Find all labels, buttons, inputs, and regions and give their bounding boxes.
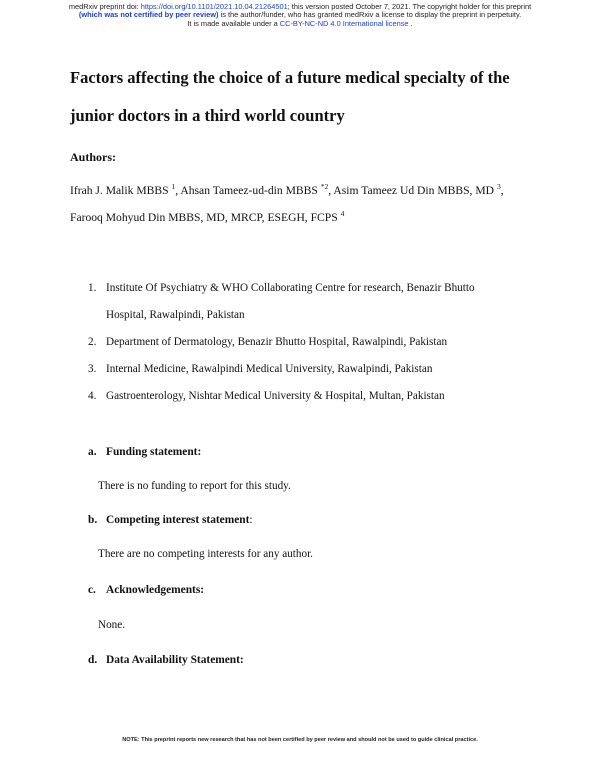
affiliation-number: 2.	[88, 336, 97, 348]
doi-link[interactable]: https://doi.org/10.1101/2021.10.04.21264501	[140, 2, 288, 11]
author-name: Asim Tameez Ud Din MBBS, MD	[333, 183, 497, 197]
peer-review-notice: (which was not certified by peer review)	[78, 10, 219, 20]
header-text: ; this version posted October 7, 2021. The copyright holder for this preprint	[287, 2, 532, 11]
author-separator: ,	[500, 183, 504, 197]
header-text: It is made available under a	[187, 18, 280, 28]
paper-title-line-1: Factors affecting the choice of a future medical specialty of the	[70, 68, 510, 87]
header-line-3	[0, 20, 600, 28]
affiliation-number: 3.	[88, 363, 97, 375]
section-body-funding: There is no funding to report for this study.	[98, 480, 291, 492]
affiliation-text: Gastroenterology, Nishtar Medical University & Hospital, Multan, Pakistan	[106, 390, 445, 402]
section-letter: b.	[88, 514, 98, 526]
author-separator: ,	[328, 183, 334, 197]
authors-heading: Authors:	[70, 150, 117, 164]
section-title: Data Availability Statement:	[106, 654, 244, 666]
author-superscript: 3	[496, 182, 501, 191]
section-letter: a.	[88, 446, 97, 458]
affiliation-continuation: Hospital, Rawalpindi, Pakistan	[106, 309, 245, 321]
affiliation-item	[88, 390, 445, 402]
author-superscript: *2	[320, 182, 329, 191]
author-name: Farooq Mohyud Din MBBS, MD, MRCP, ESEGH, FCPS	[70, 210, 341, 224]
section-letter: d.	[88, 654, 98, 666]
section-letter: c.	[88, 584, 96, 596]
section-title: Acknowledgements:	[106, 584, 205, 596]
author-name: Ifrah J. Malik MBBS	[70, 183, 172, 197]
header-text: medRxiv preprint doi:	[68, 2, 141, 11]
header-text: is the author/funder, who has granted medRxiv a license to display the preprint in perpetuity.	[218, 10, 522, 20]
section-heading-data-availability	[88, 654, 244, 666]
section-body-acknowledgements: None.	[98, 619, 126, 631]
section-heading-acknowledgements	[88, 584, 204, 596]
section-heading-competing-interest	[88, 514, 253, 526]
header-text: .	[408, 18, 413, 28]
section-body-competing-interest: There are no competing interests for any author.	[98, 548, 313, 560]
preprint-header	[0, 3, 600, 28]
author-superscript: 4	[340, 209, 345, 218]
section-title: Funding statement:	[106, 446, 202, 458]
authors-line-1	[70, 182, 504, 197]
preprint-footer-note: NOTE: This preprint reports new research that has not been certified by peer review and should not be used to guide clinical practice.	[122, 737, 478, 743]
affiliation-item	[88, 336, 447, 348]
affiliation-text: Department of Dermatology, Benazir Bhutto Hospital, Rawalpindi, Pakistan	[106, 336, 448, 348]
affiliation-item	[88, 282, 475, 294]
section-title: Competing interest statement	[106, 514, 250, 526]
affiliation-text: Internal Medicine, Rawalpindi Medical University, Rawalpindi, Pakistan	[106, 363, 433, 375]
author-superscript: 1	[171, 182, 176, 191]
affiliation-number: 1.	[88, 282, 97, 294]
authors-line-2	[70, 209, 344, 224]
author-name: Ahsan Tameez-ud-din MBBS	[180, 183, 321, 197]
author-separator: ,	[175, 183, 181, 197]
paper-title-line-2: junior doctors in a third world country	[70, 106, 345, 125]
section-title-suffix: :	[249, 514, 253, 526]
affiliation-text: Institute Of Psychiatry & WHO Collaborating Centre for research, Benazir Bhutto	[106, 282, 475, 294]
affiliation-item	[88, 363, 432, 375]
affiliation-number: 4.	[88, 390, 97, 402]
license-link[interactable]: CC-BY-NC-ND 4.0 International license	[279, 18, 409, 28]
section-heading-funding	[88, 446, 201, 458]
